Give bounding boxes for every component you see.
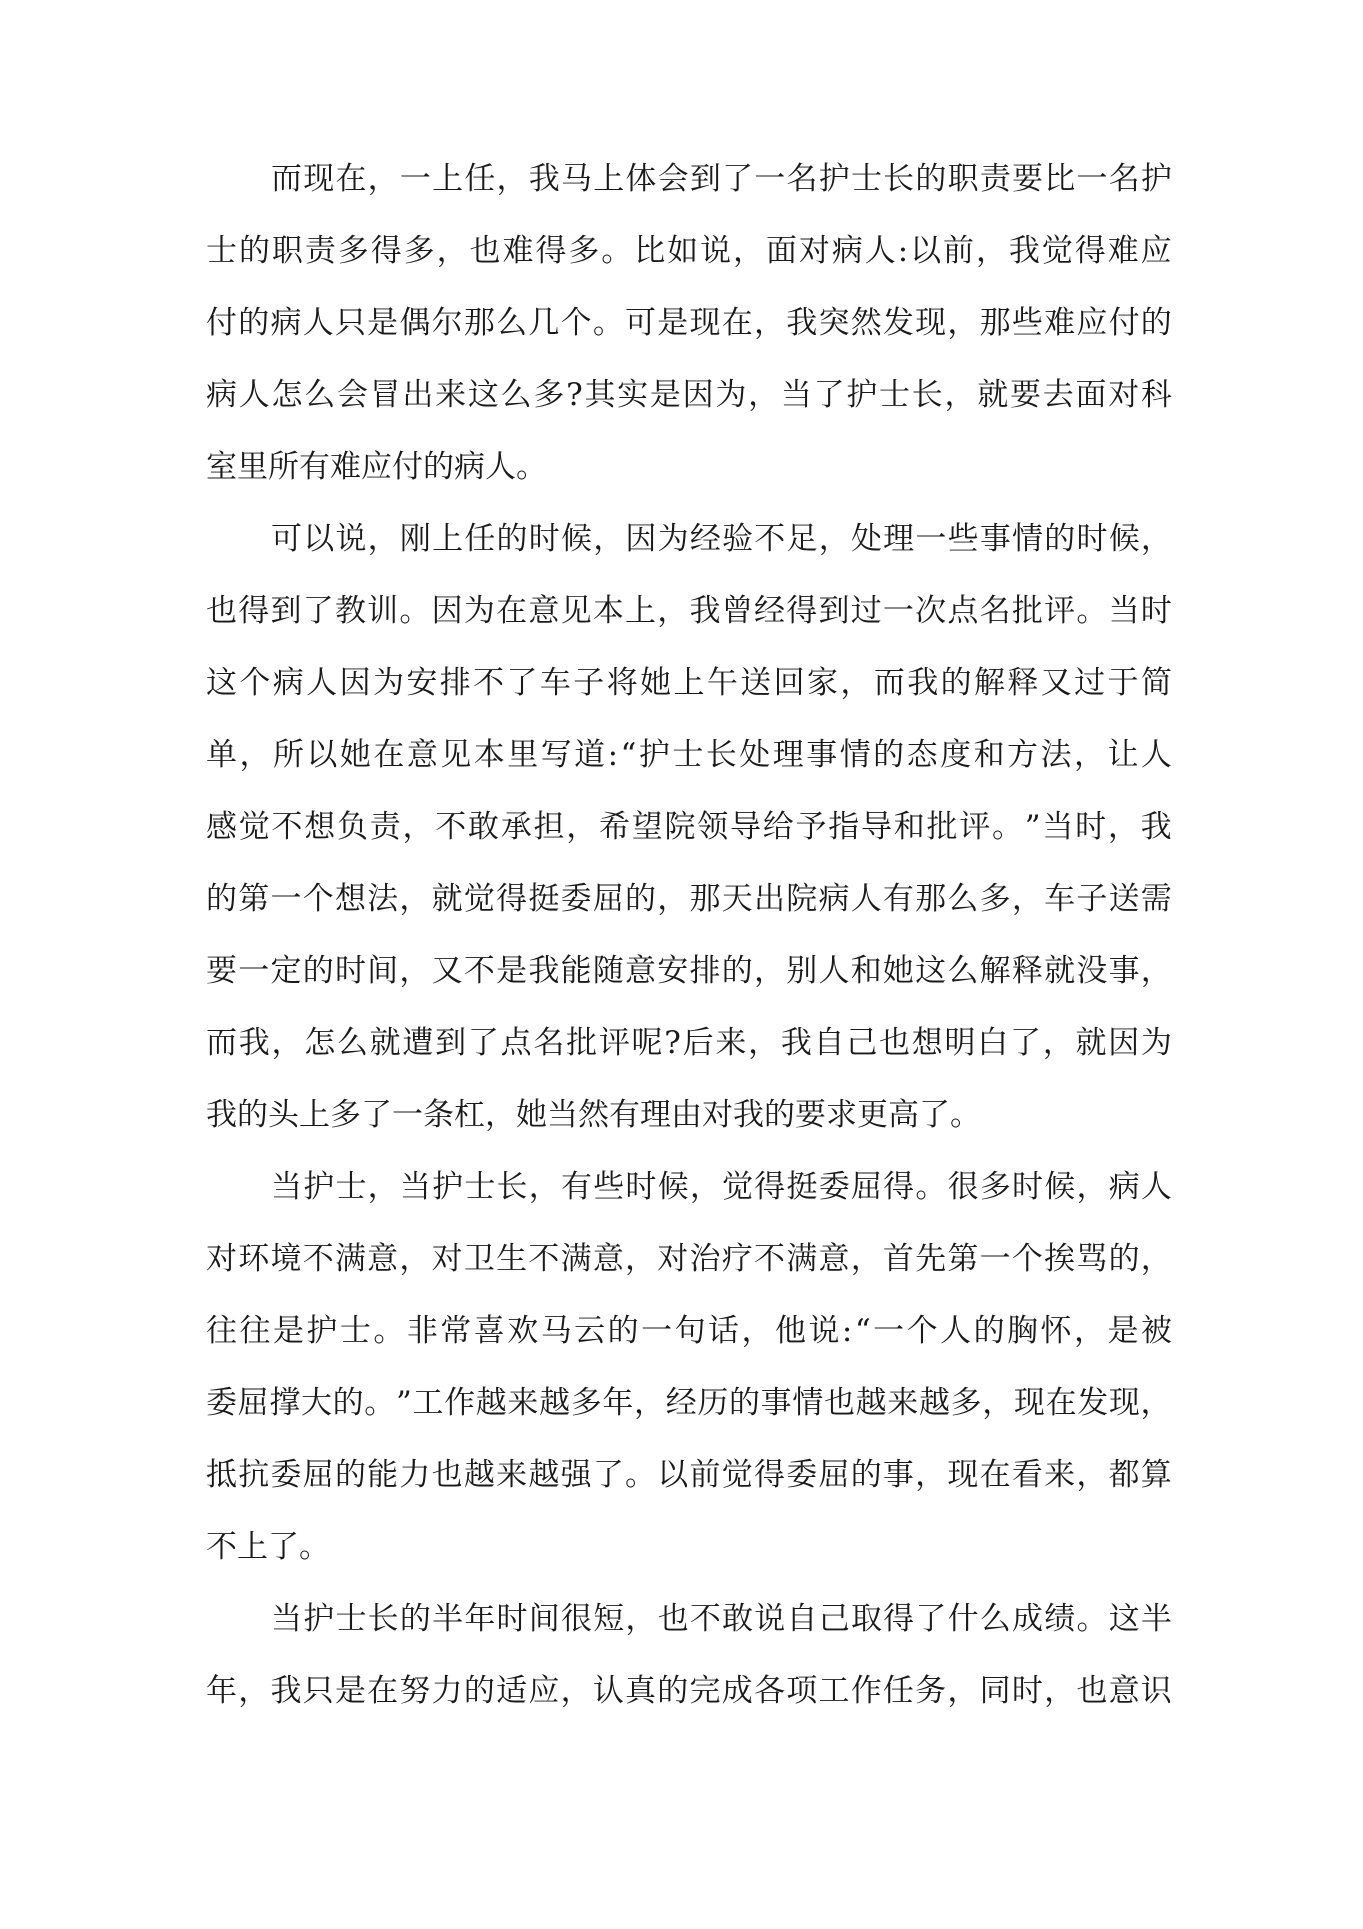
text-line: 不上了。 [206,1529,330,1565]
paragraph-2 [206,503,1172,1151]
text-line: 而 我 ， 怎 么 就 遭 到 了 点 名 批 评 呢 ? 后 来 ， 我 自 己 也 想 明 白 了 ， 就 因 为 [206,1025,1172,1061]
text-line: 付 的 病 人 只 是 偶 尔 那 么 几 个 。 可 是 现 在 ， 我 突 然 发 现 ， 那 些 难 应 付 的 [206,305,1172,341]
text-line: 当 护 士 ， 当 护 士 长 ， 有 些 时 候 ， 觉 得 挺 委 屈 得 。 很 多 时 候 ， 病 人 [271,1169,1172,1205]
text-line: 病 人 怎 么 会 冒 出 来 这 么 多 ? 其 实 是 因 为 ， 当 了 护 士 长 ， 就 要 去 面 对 科 [206,377,1172,413]
text-line: 可 以 说 ， 刚 上 任 的 时 候 ， 因 为 经 验 不 足 ， 处 理 一 些 事 情 的 时 候 ， [271,521,1172,557]
text-line: 抵 抗 委 屈 的 能 力 也 越 来 越 强 了 。 以 前 觉 得 委 屈 的 事 ， 现 在 看 来 ， 都 算 [206,1457,1172,1493]
text-line: 而 现 在 ， 一 上 任 ， 我 马 上 体 会 到 了 一 名 护 士 长 的 职 责 要 比 一 名 护 [271,161,1172,197]
text-line: 室里所有难应付的病人。 [206,449,547,485]
paragraph-3 [206,1151,1172,1583]
text-line: 往 往 是 护 士 。 非 常 喜 欢 马 云 的 一 句 话 ， 他 说 : “ 一 个 人 的 胸 怀 ， 是 被 [206,1313,1172,1349]
text-line: 的 第 一 个 想 法 ， 就 觉 得 挺 委 屈 的 ， 那 天 出 院 病 人 有 那 么 多 ， 车 子 送 需 [206,881,1172,917]
text-line: 士 的 职 责 多 得 多 ， 也 难 得 多 。 比 如 说 ， 面 对 病 人 : 以 前 ， 我 觉 得 难 应 [206,233,1172,269]
text-line: 委 屈 撑 大 的 。 ” 工 作 越 来 越 多 年 ， 经 历 的 事 情 也 越 来 越 多 ， 现 在 发 现 ， [206,1385,1172,1421]
text-line: 单 ， 所 以 她 在 意 见 本 里 写 道 : “ 护 士 长 处 理 事 情 的 态 度 和 方 法 ， 让 人 [206,737,1172,773]
text-line: 我的头上多了一条杠，她当然有理由对我的要求更高了。 [206,1097,981,1133]
text-line: 也 得 到 了 教 训 。 因 为 在 意 见 本 上 ， 我 曾 经 得 到 过 一 次 点 名 批 评 。 当 时 [206,593,1172,629]
text-line: 当 护 士 长 的 半 年 时 间 很 短 ， 也 不 敢 说 自 己 取 得 了 什 么 成 绩 。 这 半 [271,1601,1172,1637]
text-line: 这 个 病 人 因 为 安 排 不 了 车 子 将 她 上 午 送 回 家 ， 而 我 的 解 释 又 过 于 简 [206,665,1172,701]
text-line: 对 环 境 不 满 意 ， 对 卫 生 不 满 意 ， 对 治 疗 不 满 意 ， 首 先 第 一 个 挨 骂 的 ， [206,1241,1172,1277]
text-line: 年 ， 我 只 是 在 努 力 的 适 应 ， 认 真 的 完 成 各 项 工 作 任 务 ， 同 时 ， 也 意 识 [206,1673,1172,1709]
document-body [206,143,1172,1727]
paragraph-1 [206,143,1172,503]
paragraph-4 [206,1583,1172,1727]
text-line: 要 一 定 的 时 间 ， 又 不 是 我 能 随 意 安 排 的 ， 别 人 和 她 这 么 解 释 就 没 事 ， [206,953,1172,989]
text-line: 感 觉 不 想 负 责 ， 不 敢 承 担 ， 希 望 院 领 导 给 予 指 导 和 批 评 。 ” 当 时 ， 我 [206,809,1172,845]
